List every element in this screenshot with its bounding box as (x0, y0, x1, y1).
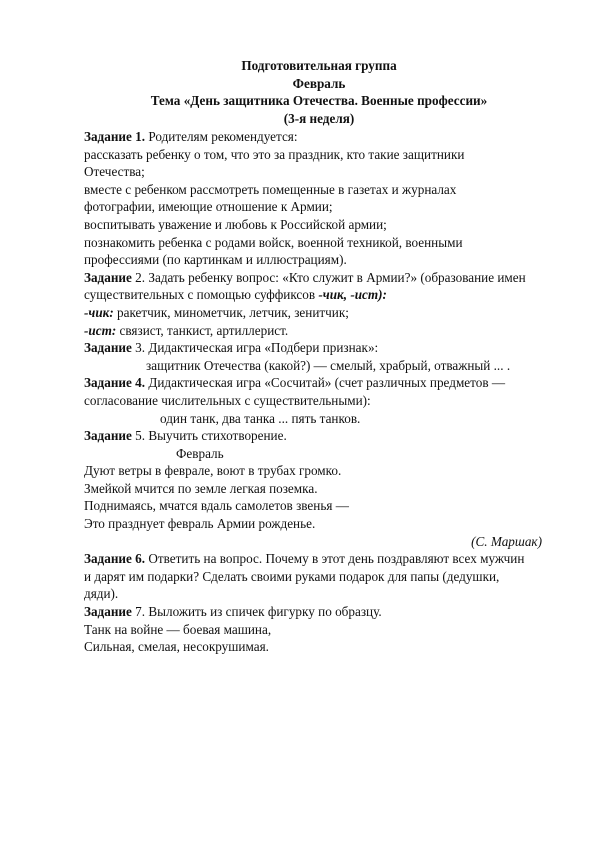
task-6-line: и дарят им подарки? Сделать своими руками подарок для папы (дедушки, (84, 568, 500, 584)
task-3-label: Задание (84, 340, 132, 356)
task-1-line: профессиями (по картинкам и иллюстрациям). (84, 252, 347, 268)
topic-title: Тема «День защитника Отечества. Военные профессии» (150, 93, 488, 109)
task-6-line: дяди). (84, 586, 119, 602)
task-7-line: Танк на войне — боевая машина, (84, 621, 272, 637)
month-title: Февраль (292, 75, 346, 91)
task-1-intro: Родителям рекомендуется: (145, 129, 298, 144)
document-header (40, 57, 595, 128)
task-6 (84, 550, 584, 603)
task-1-line: воспитывать уважение и любовь к Российской армии; (84, 216, 387, 232)
task-1 (84, 128, 584, 269)
suffix-list: -чик, -ист): (318, 287, 387, 303)
task-7-intro: 7. Выложить из спичек фигурку по образцу. (131, 604, 382, 620)
task-1-line: фотографии, имеющие отношение к Армии; (84, 199, 333, 215)
task-1-label: Задание 1. (84, 129, 146, 144)
task-2-line: существительных с помощью суффиксов (84, 287, 319, 303)
task-5-label: Задание (84, 428, 132, 444)
task-2 (84, 269, 584, 339)
poem-line: Это празднует февраль Армии рожденье. (84, 516, 316, 532)
task-3-intro: 3. Дидактическая игра «Подбери признак»: (131, 340, 379, 356)
task-1-line: познакомить ребенка с родами войск, военной техникой, военными (84, 234, 463, 250)
suffix-ist-words: связист, танкист, артиллерист. (116, 322, 289, 338)
suffix-ist-label: -ист: (84, 322, 117, 338)
poem-line: Поднимаясь, мчатся вдаль самолетов звенья — (84, 498, 349, 514)
poem-line: Дуют ветры в феврале, воют в трубах громко. (84, 463, 342, 479)
task-4-example: один танк, два танка ... пять танков. (160, 410, 361, 426)
task-5 (84, 427, 584, 550)
group-title: Подготовительная группа (241, 58, 397, 73)
suffix-chik-words: ракетчик, минометчик, летчик, зенитчик; (113, 304, 349, 320)
task-6-intro: Ответить на вопрос. Почему в этот день поздравляют всех мужчин (145, 551, 525, 567)
task-3-example: защитник Отечества (какой?) — смелый, храбрый, отважный ... . (146, 357, 511, 373)
task-6-label: Задание 6. (84, 551, 146, 567)
task-1-line: рассказать ребенку о том, что это за праздник, кто такие защитники (84, 146, 465, 162)
task-4-line: согласование числительных с существительными): (84, 392, 371, 408)
task-7 (84, 603, 584, 656)
suffix-chik-label: -чик: (84, 304, 114, 320)
task-1-line: Отечества; (84, 164, 145, 180)
week-label: (3-я неделя) (283, 111, 355, 127)
task-4 (84, 374, 584, 427)
task-4-intro: Дидактическая игра «Сосчитай» (счет различных предметов — (145, 375, 506, 391)
task-3 (84, 339, 584, 374)
document-body (84, 128, 584, 656)
task-2-intro: 2. Задать ребенку вопрос: «Кто служит в Армии?» (образование имен (131, 269, 526, 285)
task-1-line: вместе с ребенком рассмотреть помещенные в газетах и журналах (84, 181, 457, 197)
task-7-line: Сильная, смелая, несокрушимая. (84, 639, 269, 655)
poem-author: (С. Маршак) (471, 533, 542, 549)
task-2-label: Задание (84, 269, 132, 285)
task-5-intro: 5. Выучить стихотворение. (131, 428, 287, 444)
poem-line: Змейкой мчится по земле легкая поземка. (84, 480, 318, 496)
poem-title: Февраль (176, 445, 224, 461)
task-4-label: Задание 4. (84, 375, 146, 391)
task-7-label: Задание (84, 604, 132, 620)
